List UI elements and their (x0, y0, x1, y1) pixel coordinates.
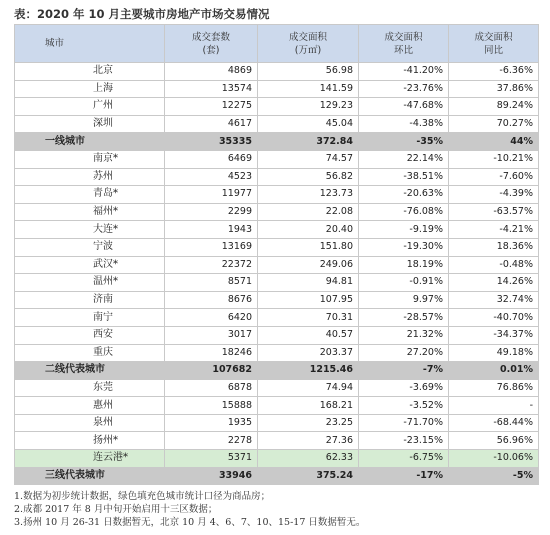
cell-mom: -76.08% (359, 203, 449, 221)
cell-yoy: -10.06% (449, 450, 539, 468)
cell-units: 2278 (165, 432, 258, 450)
cell-city: 大连* (15, 221, 165, 239)
cell-mom: -7% (359, 362, 449, 380)
cell-yoy: 44% (449, 133, 539, 151)
cell-city: 武汉* (15, 256, 165, 274)
table-row-total (15, 133, 539, 151)
cell-yoy: -6.36% (449, 63, 539, 81)
cell-area: 168.21 (258, 397, 359, 415)
header-area (258, 25, 359, 63)
cell-yoy: -5% (449, 467, 539, 485)
cell-area: 40.57 (258, 326, 359, 344)
table-row (15, 186, 539, 204)
cell-city: 深圳 (15, 115, 165, 133)
cell-units: 6878 (165, 379, 258, 397)
cell-mom: -3.52% (359, 397, 449, 415)
cell-city: 济南 (15, 291, 165, 309)
footnote-2: 2.成都 2017 年 8 月中旬开始启用十三区数据； (14, 504, 218, 515)
cell-mom: -71.70% (359, 414, 449, 432)
header-units-line1: 成交套数 (191, 31, 230, 43)
cell-yoy: -40.70% (449, 309, 539, 327)
footnotes (14, 490, 538, 529)
table-row (15, 221, 539, 239)
cell-city: 泉州 (15, 414, 165, 432)
cell-city: 苏州 (15, 168, 165, 186)
header-mom-line1: 成交面积 (384, 31, 423, 43)
cell-area: 74.94 (258, 379, 359, 397)
cell-units: 6420 (165, 309, 258, 327)
cell-area: 62.33 (258, 450, 359, 468)
table-row (15, 115, 539, 133)
cell-units: 3017 (165, 326, 258, 344)
cell-units: 18246 (165, 344, 258, 362)
table-row (15, 432, 539, 450)
cell-mom: -6.75% (359, 450, 449, 468)
cell-yoy: 76.86% (449, 379, 539, 397)
cell-area: 56.98 (258, 63, 359, 81)
cell-mom: -38.51% (359, 168, 449, 186)
footnote-3: 3.扬州 10 月 26-31 日数据暂无，北京 10 月 4、6、7、10、15-17 日数据暂无。 (14, 517, 366, 528)
header-city: 城市 (15, 25, 165, 63)
transaction-table (14, 24, 539, 485)
cell-yoy: -10.21% (449, 150, 539, 168)
cell-city: 重庆 (15, 344, 165, 362)
cell-yoy: -0.48% (449, 256, 539, 274)
table-row (15, 397, 539, 415)
cell-city: 南宁 (15, 309, 165, 327)
cell-mom: -0.91% (359, 274, 449, 292)
cell-mom: -23.15% (359, 432, 449, 450)
cell-city: 北京 (15, 63, 165, 81)
cell-mom: 27.20% (359, 344, 449, 362)
cell-area: 56.82 (258, 168, 359, 186)
header-yoy-line1: 成交面积 (474, 31, 513, 43)
cell-area: 45.04 (258, 115, 359, 133)
cell-city: 宁波 (15, 238, 165, 256)
cell-area: 27.36 (258, 432, 359, 450)
cell-mom: -17% (359, 467, 449, 485)
cell-city: 广州 (15, 98, 165, 116)
table-row (15, 291, 539, 309)
cell-units: 13574 (165, 80, 258, 98)
cell-mom: -19.30% (359, 238, 449, 256)
table-row (15, 379, 539, 397)
table-row (15, 238, 539, 256)
cell-yoy: -63.57% (449, 203, 539, 221)
table-row (15, 274, 539, 292)
cell-city: 青岛* (15, 186, 165, 204)
cell-yoy: 18.36% (449, 238, 539, 256)
header-area-line1: 成交面积 (288, 31, 327, 43)
cell-mom: -3.69% (359, 379, 449, 397)
table-row (15, 414, 539, 432)
cell-units: 11977 (165, 186, 258, 204)
table-row (15, 63, 539, 81)
table-row-total (15, 467, 539, 485)
cell-units: 8571 (165, 274, 258, 292)
cell-city: 连云港* (15, 450, 165, 468)
cell-city: 二线代表城市 (15, 362, 165, 380)
cell-units: 15888 (165, 397, 258, 415)
cell-area: 70.31 (258, 309, 359, 327)
table-row-total (15, 362, 539, 380)
cell-area: 249.06 (258, 256, 359, 274)
cell-units: 33946 (165, 467, 258, 485)
cell-area: 22.08 (258, 203, 359, 221)
cell-units: 1935 (165, 414, 258, 432)
cell-yoy: -34.37% (449, 326, 539, 344)
cell-yoy: -4.39% (449, 186, 539, 204)
header-mom-line2: 环比 (393, 44, 413, 56)
table-title: 表：2020 年 10 月主要城市房地产市场交易情况 (14, 7, 270, 21)
cell-units: 2299 (165, 203, 258, 221)
cell-yoy: - (449, 397, 539, 415)
table-row (15, 168, 539, 186)
cell-area: 141.59 (258, 80, 359, 98)
cell-mom: -4.38% (359, 115, 449, 133)
cell-area: 375.24 (258, 467, 359, 485)
cell-yoy: 56.96% (449, 432, 539, 450)
cell-yoy: -4.21% (449, 221, 539, 239)
cell-mom: -47.68% (359, 98, 449, 116)
cell-city: 南京* (15, 150, 165, 168)
cell-units: 8676 (165, 291, 258, 309)
cell-city: 东莞 (15, 379, 165, 397)
header-mom (359, 25, 449, 63)
cell-area: 20.40 (258, 221, 359, 239)
cell-yoy: 32.74% (449, 291, 539, 309)
cell-city: 扬州* (15, 432, 165, 450)
cell-city: 一线城市 (15, 133, 165, 151)
cell-area: 123.73 (258, 186, 359, 204)
cell-mom: -23.76% (359, 80, 449, 98)
cell-mom: 22.14% (359, 150, 449, 168)
cell-units: 4523 (165, 168, 258, 186)
cell-city: 上海 (15, 80, 165, 98)
cell-units: 22372 (165, 256, 258, 274)
cell-city: 三线代表城市 (15, 467, 165, 485)
cell-units: 6469 (165, 150, 258, 168)
table-row (15, 309, 539, 327)
cell-yoy: 49.18% (449, 344, 539, 362)
cell-area: 1215.46 (258, 362, 359, 380)
cell-units: 13169 (165, 238, 258, 256)
cell-area: 107.95 (258, 291, 359, 309)
cell-mom: -35% (359, 133, 449, 151)
cell-area: 372.84 (258, 133, 359, 151)
cell-area: 23.25 (258, 414, 359, 432)
cell-yoy: 70.27% (449, 115, 539, 133)
cell-mom: 21.32% (359, 326, 449, 344)
header-yoy-line2: 同比 (483, 44, 503, 56)
table-row (15, 203, 539, 221)
cell-area: 203.37 (258, 344, 359, 362)
cell-area: 94.81 (258, 274, 359, 292)
header-area-line2: (万㎡) (294, 44, 322, 56)
cell-city: 惠州 (15, 397, 165, 415)
cell-yoy: -68.44% (449, 414, 539, 432)
table-body (15, 63, 539, 485)
cell-yoy: 37.86% (449, 80, 539, 98)
cell-city: 温州* (15, 274, 165, 292)
cell-units: 107682 (165, 362, 258, 380)
cell-area: 129.23 (258, 98, 359, 116)
cell-mom: -20.63% (359, 186, 449, 204)
table-row (15, 150, 539, 168)
table-row (15, 450, 539, 468)
cell-units: 1943 (165, 221, 258, 239)
cell-units: 35335 (165, 133, 258, 151)
cell-mom: 9.97% (359, 291, 449, 309)
table-row (15, 344, 539, 362)
cell-mom: 18.19% (359, 256, 449, 274)
table-row (15, 326, 539, 344)
cell-yoy: 14.26% (449, 274, 539, 292)
cell-yoy: 89.24% (449, 98, 539, 116)
cell-units: 4869 (165, 63, 258, 81)
cell-city: 西安 (15, 326, 165, 344)
cell-mom: -41.20% (359, 63, 449, 81)
cell-area: 74.57 (258, 150, 359, 168)
cell-units: 5371 (165, 450, 258, 468)
table-row (15, 80, 539, 98)
cell-mom: -9.19% (359, 221, 449, 239)
cell-yoy: -7.60% (449, 168, 539, 186)
cell-mom: -28.57% (359, 309, 449, 327)
header-yoy (449, 25, 539, 63)
header-row (15, 25, 539, 63)
cell-city: 福州* (15, 203, 165, 221)
footnote-1: 1.数据为初步统计数据，绿色填充色城市统计口径为商品房； (14, 491, 271, 502)
header-units (165, 25, 258, 63)
cell-units: 12275 (165, 98, 258, 116)
table-row (15, 256, 539, 274)
cell-yoy: 0.01% (449, 362, 539, 380)
table-row (15, 98, 539, 116)
header-units-line2: (套) (202, 44, 220, 56)
cell-units: 4617 (165, 115, 258, 133)
cell-area: 151.80 (258, 238, 359, 256)
